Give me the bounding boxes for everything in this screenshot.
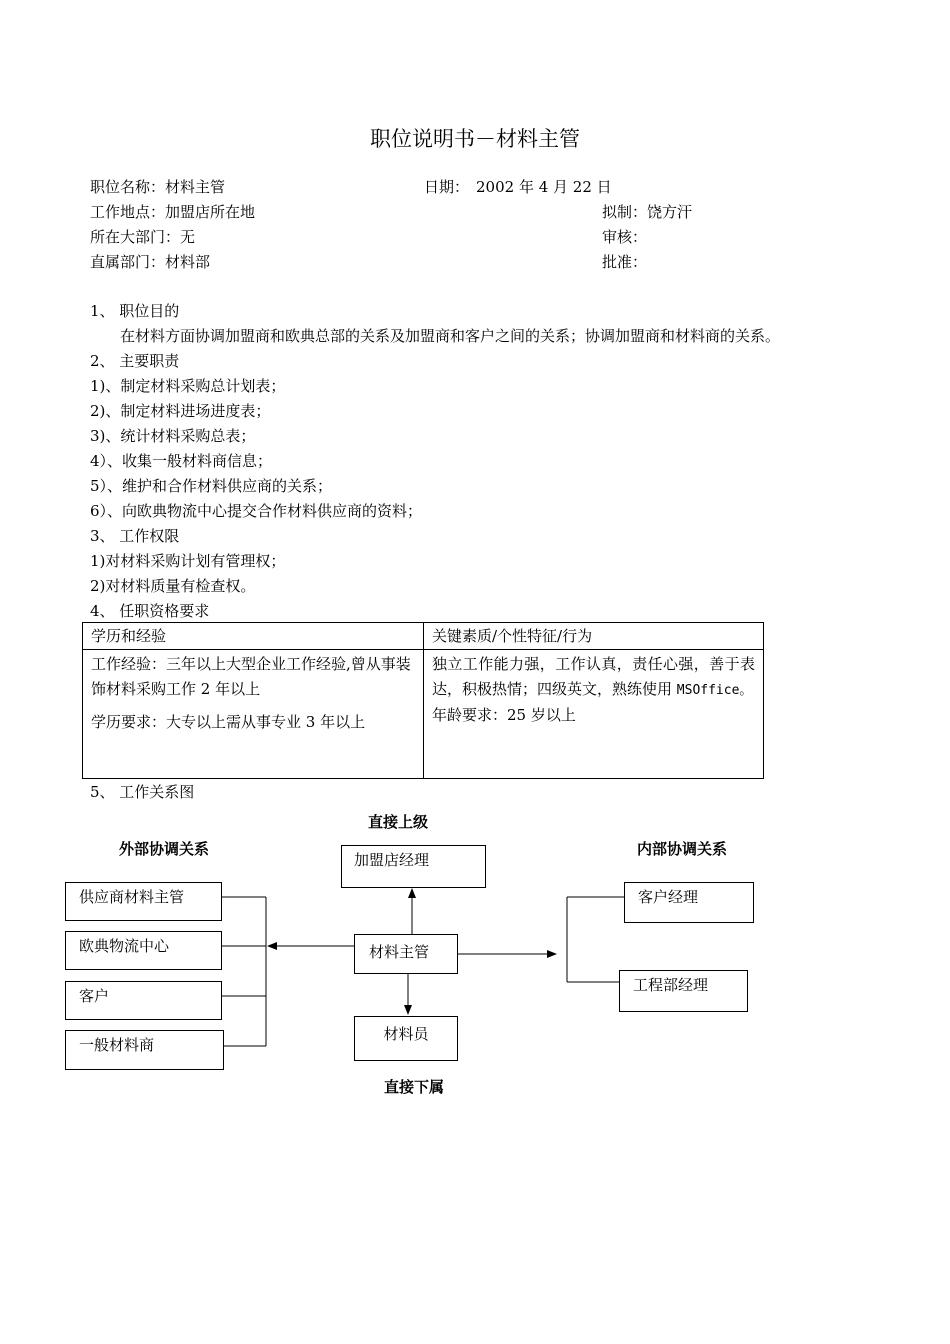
external-box-supplier: 供应商材料主管 <box>65 882 222 921</box>
msoffice-text: MSOffice。 <box>676 683 753 698</box>
duty-item: 3)、统计材料采购总表； <box>90 427 256 445</box>
education-requirement: 学历要求：大专以上需从事专业 3 年以上 <box>91 713 366 731</box>
subordinate-label: 直接下属 <box>384 1078 445 1096</box>
page-title: 职位说明书－材料主管 <box>370 127 580 151</box>
duty-item: 6）、向欧典物流中心提交合作材料供应商的资料； <box>90 502 423 520</box>
approved-by: 批准： <box>602 253 648 271</box>
superior-label: 直接上级 <box>368 813 429 831</box>
section-2-heading: 2、 主要职责 <box>90 352 180 370</box>
authority-item: 2)对材料质量有检查权。 <box>90 577 256 595</box>
duty-item: 1)、制定材料采购总计划表； <box>90 377 286 395</box>
section-4-heading: 4、 任职资格要求 <box>90 602 210 620</box>
authority-item: 1)对材料采购计划有管理权； <box>90 552 286 570</box>
superior-box: 加盟店经理 <box>341 845 486 888</box>
external-box-logistics: 欧典物流中心 <box>65 931 222 970</box>
table-header-qualities: 关键素质/个性特征/行为 <box>424 623 764 650</box>
section-5-heading: 5、 工作关系图 <box>90 783 195 801</box>
center-box: 材料主管 <box>354 934 458 974</box>
drafted-by: 拟制：饶方汗 <box>602 203 693 221</box>
reviewed-by: 审核： <box>602 228 648 246</box>
duty-item: 2)、制定材料进场进度表； <box>90 402 271 420</box>
internal-label: 内部协调关系 <box>637 840 728 858</box>
direct-department: 直属部门：材料部 <box>90 253 211 271</box>
internal-box-engineering-manager: 工程部经理 <box>619 970 748 1012</box>
date-label: 日期： <box>424 178 470 196</box>
section-1-heading: 1、 职位目的 <box>90 302 180 320</box>
section-3-heading: 3、 工作权限 <box>90 527 180 545</box>
duty-item: 5）、维护和合作材料供应商的关系； <box>90 477 333 495</box>
experience-requirement: 工作经验：三年以上大型企业工作经验,曾从事装饰材料采购工作 2 年以上 <box>91 655 411 698</box>
external-box-general-supplier: 一般材料商 <box>65 1030 224 1070</box>
subordinate-box: 材料员 <box>354 1016 458 1061</box>
date-value: 2002 年 4 月 22 日 <box>476 178 612 196</box>
qualities-line: 独立工作能力强，工作认真，责任心强，善于表达，积极热情；四级英文，熟练使用 <box>432 655 755 698</box>
table-header-education: 学历和经验 <box>83 623 424 650</box>
position-name: 职位名称：材料主管 <box>90 178 226 196</box>
internal-box-customer-manager: 客户经理 <box>624 882 754 923</box>
work-location: 工作地点：加盟店所在地 <box>90 203 256 221</box>
age-requirement: 年龄要求：25 岁以上 <box>432 706 576 724</box>
duty-item: 4）、收集一般材料商信息； <box>90 452 273 470</box>
department: 所在大部门：无 <box>90 228 196 246</box>
external-label: 外部协调关系 <box>119 840 210 858</box>
external-box-customer: 客户 <box>65 981 222 1020</box>
section-1-text: 在材料方面协调加盟商和欧典总部的关系及加盟商和客户之间的关系；协调加盟商和材料商的关系。 <box>120 327 781 345</box>
